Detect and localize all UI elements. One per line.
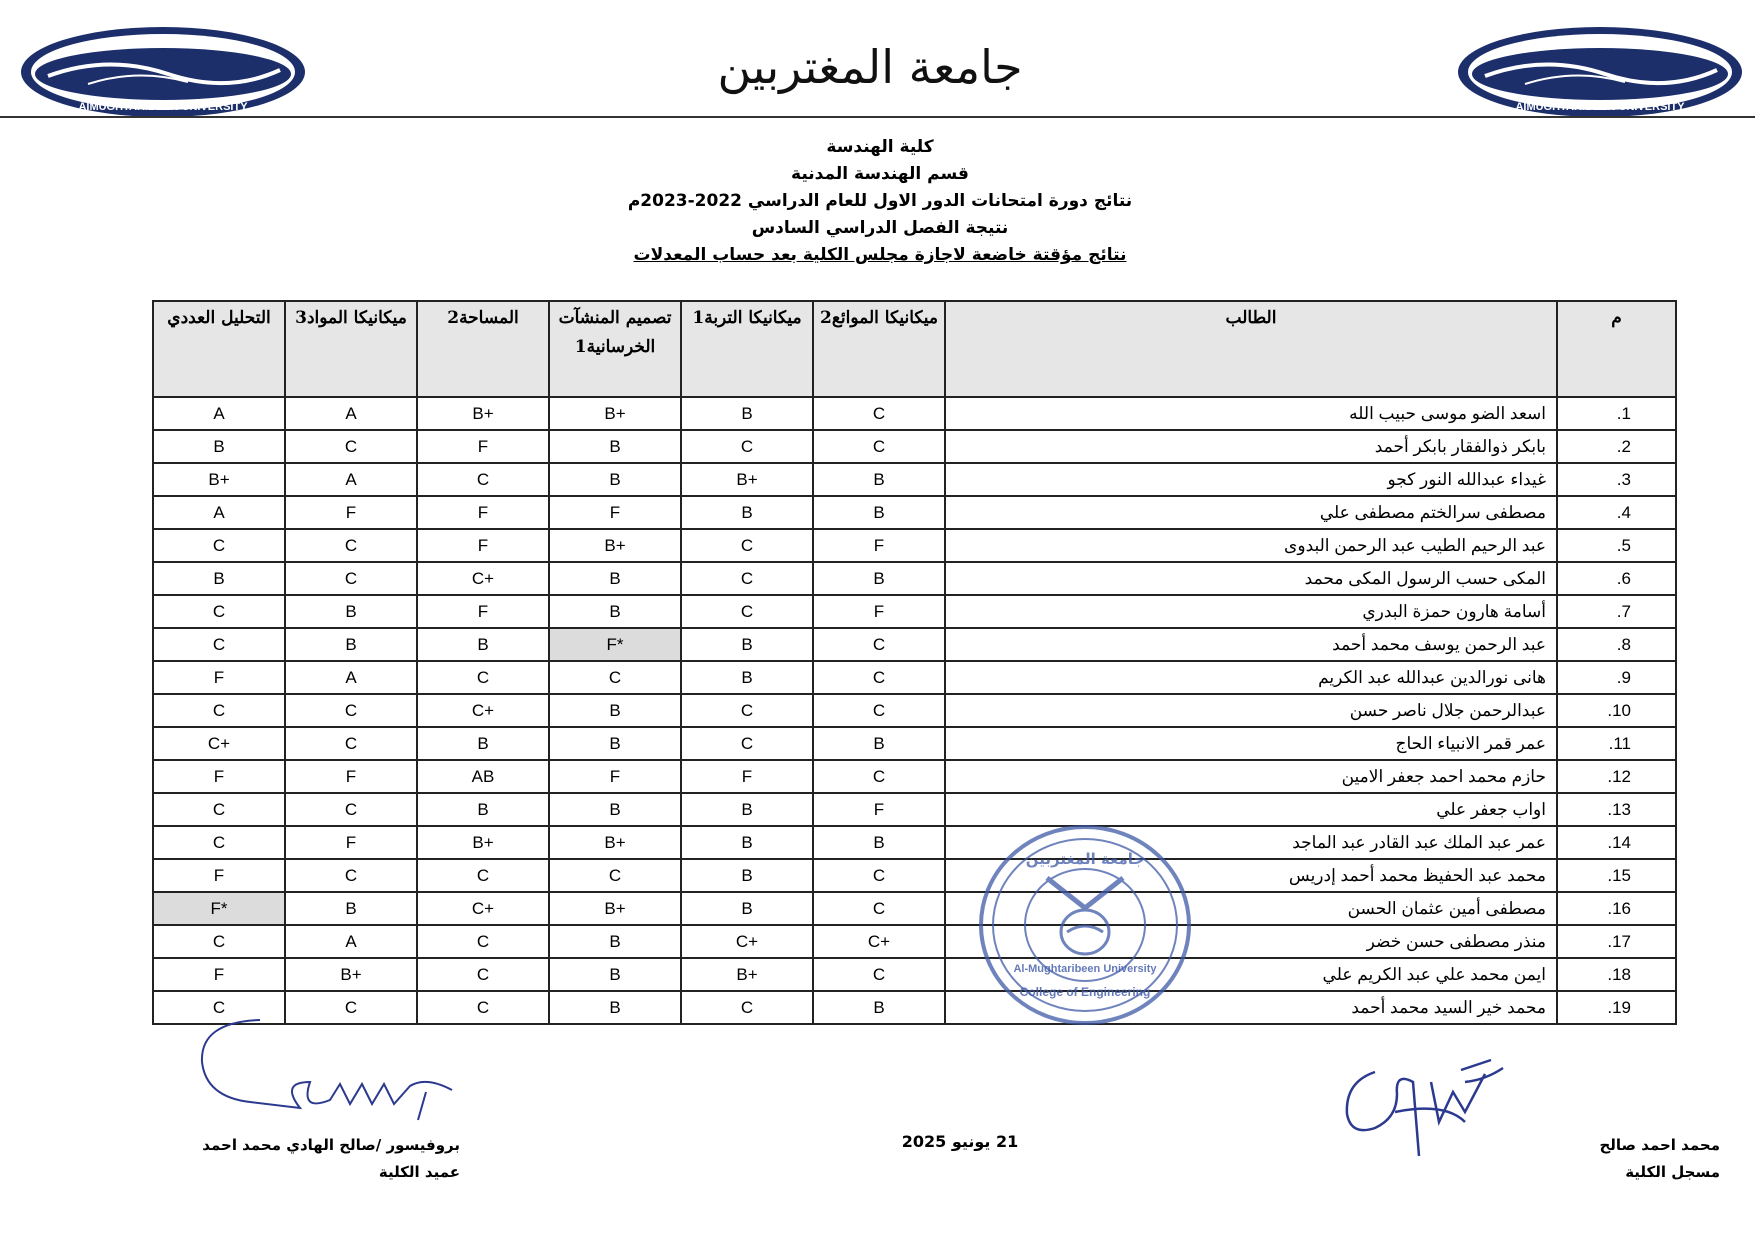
grade-cell: C [153, 595, 285, 628]
grade-cell: B [285, 628, 417, 661]
header-subject: المساحة2 [417, 301, 549, 397]
grade-cell: F [813, 595, 945, 628]
row-number: 5. [1557, 529, 1676, 562]
grade-cell: A [153, 397, 285, 430]
grade-cell: B [285, 595, 417, 628]
header-subject: ميكانيكا التربة1 [681, 301, 813, 397]
dean-name: بروفيسور /صالح الهادي محمد احمد [202, 1136, 460, 1154]
grade-cell: C [153, 793, 285, 826]
table-header-row [153, 301, 1676, 397]
grade-cell: B [549, 958, 681, 991]
grade-cell: C [285, 529, 417, 562]
grade-cell: C+ [813, 925, 945, 958]
grade-cell: F* [549, 628, 681, 661]
grade-cell: C [285, 430, 417, 463]
row-number: 13. [1557, 793, 1676, 826]
grade-cell: B [681, 661, 813, 694]
stamp-arabic-text: جامعة المغتربين [1025, 850, 1145, 868]
registrar-title: مسجل الكلية [1625, 1163, 1720, 1181]
grade-cell: B+ [681, 958, 813, 991]
grade-cell: B [681, 826, 813, 859]
grade-cell: C [549, 859, 681, 892]
grade-cell: F* [153, 892, 285, 925]
university-name: جامعة المغتربين [717, 40, 1023, 94]
grade-cell: C+ [417, 562, 549, 595]
student-name: بابكر ذوالفقار بابكر أحمد [945, 430, 1557, 463]
row-number: 6. [1557, 562, 1676, 595]
registrar-block [1500, 1132, 1720, 1186]
semester-title: نتيجة الفصل الدراسي السادس [751, 218, 1009, 238]
student-name: محمد عبد الحفيظ محمد أحمد إدريس [945, 859, 1557, 892]
grade-cell: B+ [549, 397, 681, 430]
grade-cell: C [285, 859, 417, 892]
grade-cell: B [549, 727, 681, 760]
grade-cell: C [681, 529, 813, 562]
grade-cell: F [417, 529, 549, 562]
student-name: عمر عبد الملك عبد القادر عبد الماجد [945, 826, 1557, 859]
row-number: 2. [1557, 430, 1676, 463]
student-name: منذر مصطفى حسن خضر [945, 925, 1557, 958]
grade-cell: B [681, 397, 813, 430]
student-name: عبد الرحيم الطيب عبد الرحمن البدوى [945, 529, 1557, 562]
grade-cell: C [417, 991, 549, 1024]
grade-cell: C [285, 991, 417, 1024]
row-number: 10. [1557, 694, 1676, 727]
grade-cell: B [549, 463, 681, 496]
grade-cell: B [681, 628, 813, 661]
dean-block [160, 1132, 460, 1186]
grade-cell: C [813, 958, 945, 991]
row-number: 17. [1557, 925, 1676, 958]
grade-cell: C [681, 562, 813, 595]
student-name: هانى نورالدين عبدالله عبد الكريم [945, 661, 1557, 694]
grade-cell: F [153, 661, 285, 694]
row-number: 14. [1557, 826, 1676, 859]
grade-cell: C [153, 991, 285, 1024]
grade-cell: B [813, 727, 945, 760]
dean-signature [190, 1012, 470, 1126]
header-divider [0, 116, 1755, 118]
grade-cell: B [549, 430, 681, 463]
registrar-name: محمد احمد صالح [1599, 1136, 1720, 1154]
student-name: غيداء عبدالله النور كجو [945, 463, 1557, 496]
document-date: 21 يونيو 2025 [901, 1132, 1019, 1151]
grade-cell: C [153, 694, 285, 727]
grade-cell: F [417, 430, 549, 463]
grade-cell: B [813, 991, 945, 1024]
table-row [153, 826, 1676, 859]
grade-cell: C [285, 793, 417, 826]
grade-cell: F [813, 793, 945, 826]
grade-cell: F [153, 958, 285, 991]
faculty-name: كلية الهندسة [826, 137, 934, 157]
grade-cell: C [681, 991, 813, 1024]
grade-cell: B [813, 562, 945, 595]
grade-cell: B [549, 595, 681, 628]
grade-cell: B [285, 892, 417, 925]
table-row [153, 760, 1676, 793]
table-row [153, 859, 1676, 892]
table-row [153, 430, 1676, 463]
grade-cell: C [813, 892, 945, 925]
row-number: 18. [1557, 958, 1676, 991]
grade-cell: B [417, 727, 549, 760]
table-row [153, 661, 1676, 694]
table-row [153, 925, 1676, 958]
student-name: المكى حسب الرسول المكى محمد [945, 562, 1557, 595]
grade-cell: A [285, 397, 417, 430]
row-number: 12. [1557, 760, 1676, 793]
grade-cell: F [417, 595, 549, 628]
header-student: الطالب [945, 301, 1557, 397]
grade-cell: B+ [153, 463, 285, 496]
student-name: عبدالرحمن جلال ناصر حسن [945, 694, 1557, 727]
grade-cell: C [417, 661, 549, 694]
grade-cell: AB [417, 760, 549, 793]
grade-cell: F [549, 496, 681, 529]
grade-cell: C [681, 430, 813, 463]
student-name: محمد خير السيد محمد أحمد [945, 991, 1557, 1024]
student-name: مصطفى أمين عثمان الحسن [945, 892, 1557, 925]
grade-cell: A [285, 925, 417, 958]
grade-cell: C [681, 694, 813, 727]
table-row [153, 958, 1676, 991]
grade-cell: C [549, 661, 681, 694]
grade-cell: B [549, 793, 681, 826]
row-number: 4. [1557, 496, 1676, 529]
university-logo-right [1455, 24, 1745, 120]
header-subject: تصميم المنشآت الخرسانية1 [549, 301, 681, 397]
stamp-college-text: College of Engineering [1019, 985, 1151, 999]
grade-cell: F [417, 496, 549, 529]
table-row [153, 892, 1676, 925]
row-number: 19. [1557, 991, 1676, 1024]
results-table [152, 300, 1677, 1025]
row-number: 11. [1557, 727, 1676, 760]
header-subject: التحليل العددي [153, 301, 285, 397]
grade-cell: C [813, 859, 945, 892]
grade-cell: C [813, 628, 945, 661]
exam-title: نتائج دورة امتحانات الدور الاول للعام الدراسي 2022-2023م [627, 191, 1133, 211]
grade-cell: C [153, 826, 285, 859]
student-name: حازم محمد احمد جعفر الامين [945, 760, 1557, 793]
department-name: قسم الهندسة المدنية [791, 164, 969, 184]
grade-cell: A [285, 463, 417, 496]
grade-cell: B+ [417, 397, 549, 430]
grade-cell: F [285, 826, 417, 859]
grade-cell: B [813, 826, 945, 859]
grade-cell: B [681, 793, 813, 826]
grade-cell: A [153, 496, 285, 529]
official-stamp [975, 820, 1195, 1030]
grade-cell: C+ [417, 694, 549, 727]
provisional-note: نتائج مؤقتة خاضعة لاجازة مجلس الكلية بعد حساب المعدلات [633, 245, 1127, 265]
row-number: 16. [1557, 892, 1676, 925]
grade-cell: C [153, 628, 285, 661]
row-number: 15. [1557, 859, 1676, 892]
stamp-university-text: Al-Mughtaribeen University [1013, 963, 1157, 975]
grade-cell: C [813, 397, 945, 430]
grade-cell: F [153, 760, 285, 793]
table-row [153, 628, 1676, 661]
table-row [153, 496, 1676, 529]
grade-cell: B [681, 859, 813, 892]
grade-cell: C [813, 661, 945, 694]
grade-cell: A [285, 661, 417, 694]
table-row [153, 595, 1676, 628]
grade-cell: C [417, 925, 549, 958]
grade-cell: F [285, 760, 417, 793]
grade-cell: C [813, 760, 945, 793]
grade-cell: B [549, 925, 681, 958]
grade-cell: C [681, 595, 813, 628]
header-subject: ميكانيكا المواد3 [285, 301, 417, 397]
grade-cell: B+ [549, 826, 681, 859]
grade-cell: C [681, 727, 813, 760]
row-number: 9. [1557, 661, 1676, 694]
grade-cell: F [285, 496, 417, 529]
grade-cell: C [153, 925, 285, 958]
grade-cell: B [153, 562, 285, 595]
registrar-signature [1335, 1052, 1515, 1166]
table-row [153, 463, 1676, 496]
grade-cell: B+ [549, 892, 681, 925]
grade-cell: C [285, 727, 417, 760]
grade-cell: C+ [153, 727, 285, 760]
grade-cell: C [813, 694, 945, 727]
grade-cell: C [417, 958, 549, 991]
grade-cell: B [153, 430, 285, 463]
grade-cell: B [549, 991, 681, 1024]
student-name: عمر قمر الانبياء الحاج [945, 727, 1557, 760]
grade-cell: B [417, 628, 549, 661]
grade-cell: C [153, 529, 285, 562]
grade-cell: B [681, 892, 813, 925]
grade-cell: B [813, 463, 945, 496]
table-row [153, 727, 1676, 760]
grade-cell: B+ [681, 463, 813, 496]
student-name: اواب جعفر علي [945, 793, 1557, 826]
results-body [153, 397, 1676, 1024]
grade-cell: C [285, 694, 417, 727]
document-heading [500, 134, 1260, 269]
student-name: ايمن محمد علي عبد الكريم علي [945, 958, 1557, 991]
grade-cell: C+ [417, 892, 549, 925]
grade-cell: B+ [285, 958, 417, 991]
grade-cell: B [417, 793, 549, 826]
table-row [153, 793, 1676, 826]
grade-cell: B+ [549, 529, 681, 562]
header-index: م [1557, 301, 1676, 397]
university-logo-left [18, 24, 308, 120]
table-row [153, 397, 1676, 430]
grade-cell: C+ [681, 925, 813, 958]
grade-cell: F [681, 760, 813, 793]
logo-text: AIMUGHTARIBEEN UNIVERSITY [78, 101, 248, 113]
student-name: مصطفى سرالختم مصطفى علي [945, 496, 1557, 529]
student-name: اسعد الضو موسى حبيب الله [945, 397, 1557, 430]
grade-cell: B [681, 496, 813, 529]
grade-cell: B+ [417, 826, 549, 859]
row-number: 3. [1557, 463, 1676, 496]
row-number: 1. [1557, 397, 1676, 430]
grade-cell: B [549, 694, 681, 727]
header-subject: ميكانيكا الموائع2 [813, 301, 945, 397]
table-row [153, 562, 1676, 595]
grade-cell: B [813, 496, 945, 529]
student-name: أسامة هارون حمزة البدري [945, 595, 1557, 628]
dean-title: عميد الكلية [378, 1163, 460, 1181]
grade-cell: F [813, 529, 945, 562]
student-name: عبد الرحمن يوسف محمد أحمد [945, 628, 1557, 661]
row-number: 8. [1557, 628, 1676, 661]
table-row [153, 529, 1676, 562]
table-row [153, 694, 1676, 727]
grade-cell: F [549, 760, 681, 793]
grade-cell: F [153, 859, 285, 892]
grade-cell: C [417, 859, 549, 892]
grade-cell: C [813, 430, 945, 463]
grade-cell: C [285, 562, 417, 595]
grade-cell: B [549, 562, 681, 595]
row-number: 7. [1557, 595, 1676, 628]
logo-text: AIMUGHTARIBEEN UNIVERSITY [1515, 101, 1685, 113]
grade-cell: C [417, 463, 549, 496]
